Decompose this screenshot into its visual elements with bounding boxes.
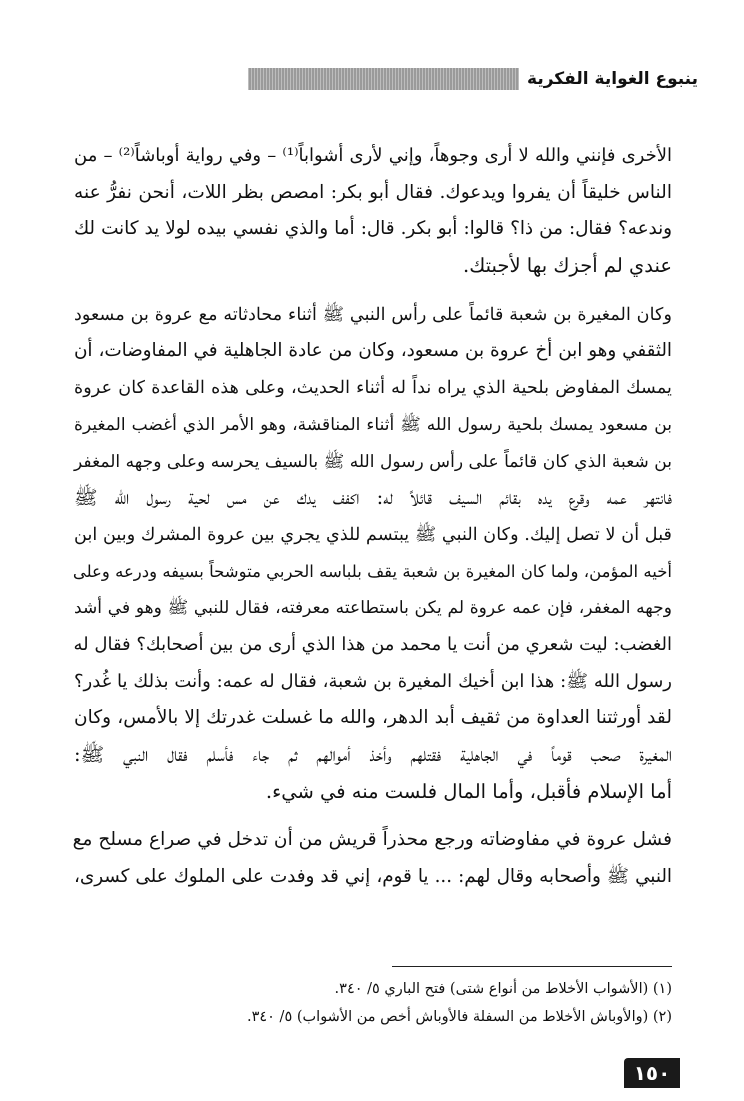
text-line: رسول الله ﷺ: هذا ابن أخيك المغيرة بن شعبة، فقال له عمه: وأنت بذلك يا غُدر؟ (74, 670, 672, 692)
text-line: الناس خليقاً أن يفروا ويدعوك. فقال أبو بكر: امصص بظر اللات، أنحن نفرُّ عنه (74, 181, 672, 203)
header-decorative-band (248, 68, 519, 90)
page-number: ١٥٠ (624, 1058, 680, 1088)
text-line: لقد أورثتنا العداوة من ثقيف أبد الدهر، والله ما غسلت غدرتك إلا بالأمس، وكان (74, 707, 672, 729)
text-line: أما الإسلام فأقبل، وأما المال فلست منه في شيء. (265, 779, 672, 803)
text-line: المغيرة صحب قوماً في الجاهلية فقتلهم وأخذ أموالهم ثم جاء فأسلم فقال النبي ﷺ: (74, 743, 672, 766)
text-line: وكان المغيرة بن شعبة قائماً على رأس النبي ﷺ أثناء محادثاته مع عروة بن مسعود (74, 304, 672, 325)
text-line: فشل عروة في مفاوضاته ورجع محذراً قريش من أن تدخل في صراع مسلح مع (72, 829, 672, 851)
text-line: وجهه المغفر، فإن عمه عروة لم يكن باستطاعته معرفته، فقال للنبي ﷺ وهو في أشد (74, 598, 672, 619)
footnote-1: (١) (الأشواب الأخلاط من أنواع شتى) فتح الباري ٥/ ٣٤٠. (334, 981, 672, 997)
text-line: فانتهر عمه وقرع يده بقائم السيف قائلاً له: اكفف يدك عن مس لحية رسول الله ﷺ (74, 486, 672, 510)
text-line: الغضب: ليت شعري من أنت يا محمد من هذا الذي أرى من بين أصحابك؟ فقال له (73, 633, 672, 655)
running-header (248, 66, 698, 92)
text-line: وندعه؟ فقال: من ذا؟ قالوا: أبو بكر. قال: أما والذي نفسي بيده لولا يد كانت لك (74, 218, 672, 240)
text-line: يمسك المفاوض بلحية الذي يراه نداً له أثناء الحديث، وعلى هذه القاعدة كان عروة (74, 378, 672, 399)
footnotes (74, 975, 672, 1031)
text-line: أخيه المؤمن، ولما كان المغيرة بن شعبة يقف بلباسه الحربي متوشحاً بسيفه ودرعه وعلى (72, 561, 672, 581)
text-line: الأخرى فإنني والله لا أرى وجوهاً، وإني لأرى أشواباً⁽¹⁾ – وفي رواية أوباشاً⁽²⁾ – من (74, 145, 673, 166)
paragraph-3 (74, 822, 672, 895)
text-line: بن مسعود يمسك بلحية رسول الله ﷺ أثناء المناقشة، وهو الأمر الذي أغضب المغيرة (74, 414, 672, 435)
body-text (74, 138, 672, 896)
text-line: بن شعبة الذي كان قائماً على رأس رسول الله ﷺ بالسيف يحرسه وعلى وجهه المغفر (74, 451, 672, 472)
paragraph-1 (74, 138, 672, 285)
footnote-2: (٢) (والأوباش الأخلاط من السفلة فالأوباش أخص من الأشواب) ٥/ ٣٤٠. (246, 1009, 672, 1025)
text-line: عندي لم أجزك بها لأجبتك. (463, 254, 672, 278)
text-line: النبي ﷺ وأصحابه وقال لهم: ... يا قوم، إني قد وفدت على الملوك على كسرى، (74, 866, 672, 888)
text-line: الثقفي وهو ابن أخ عروة بن مسعود، وكان من عادة الجاهلية في المفاوضات، أن (74, 340, 672, 362)
paragraph-2 (74, 297, 672, 811)
footnote-divider (392, 966, 672, 967)
header-title: ينبوع الغواية الفكرية (527, 69, 698, 89)
text-line: قبل أن لا تصل إليك. وكان النبي ﷺ يبتسم للذي يجري بين عروة المشرك وبين ابن (74, 524, 672, 545)
